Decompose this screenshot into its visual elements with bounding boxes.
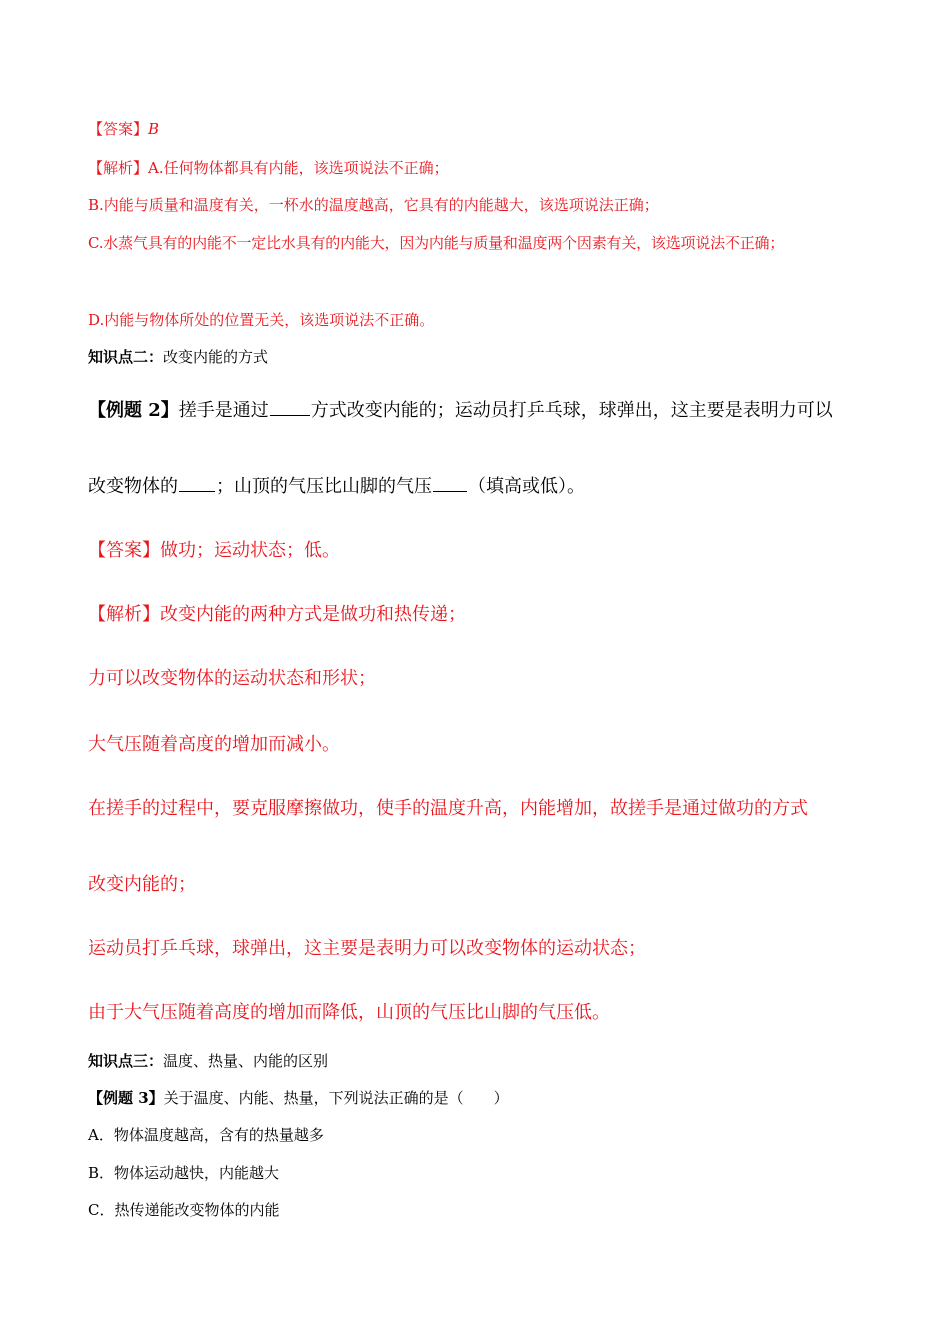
ex2-analysis-5: 改变内能的； [88,874,196,895]
ex2-q-part5: （填高或低）。 [468,476,585,497]
ex2-q-part2: 方式改变内能的；运动员打乒乓球，球弹出，这主要是表明力可以 [310,400,833,421]
ex1-analysis-label: 【解析】 [88,159,149,177]
ex3-option-b: B．物体运动越快，内能越大 [88,1164,280,1182]
ex3-label: 【例题 3】 [88,1089,164,1107]
ex2-blank-3[interactable] [433,490,467,492]
ex2-answer-text: 做功；运动状态；低。 [160,540,340,561]
ex2-analysis-7: 由于大气压随着高度的增加而降低，山顶的气压比山脚的气压低。 [88,1002,610,1023]
ex2-q-part1: 搓手是通过 [178,400,269,421]
ex2-analysis-6: 运动员打乒乓球，球弹出，这主要是表明力可以改变物体的运动状态； [88,938,646,959]
ex3-option-c: C．热传递能改变物体的内能 [88,1201,280,1219]
ex1-answer-label: 【答案】 [88,120,149,138]
ex1-answer [88,118,159,139]
ex1-analysis-c: C.水蒸气具有的内能不一定比水具有的内能大，因为内能与质量和温度两个因素有关，该选项说法不正确； [88,234,785,252]
ex2-analysis-3: 大气压随着高度的增加而减小。 [88,734,340,755]
kp3-label: 知识点三： [88,1052,164,1070]
ex2-blank-2[interactable] [179,490,215,492]
kp2-title: 改变内能的方式 [163,348,269,366]
ex1-analysis-d: D.内能与物体所处的位置无关，该选项说法不正确。 [88,311,435,329]
ex2-answer-label: 【答案】 [88,540,160,561]
kp2-label: 知识点二： [88,348,164,366]
ex1-answer-value: B [148,120,160,138]
ex2-analysis-label: 【解析】 [88,604,160,625]
ex2-blank-1[interactable] [270,414,310,416]
ex2-analysis-1 [88,600,466,626]
ex1-analysis-b: B.内能与质量和温度有关，一杯水的温度越高，它具有的内能越大，该选项说法正确； [88,196,659,214]
ex2-question-line1 [88,396,833,422]
ex2-analysis-1-text: 改变内能的两种方式是做功和热传递； [160,604,466,625]
ex2-question-line2 [88,472,585,498]
ex2-label: 【例题 2】 [88,400,179,421]
ex2-q-part4: ；山顶的气压比山脚的气压 [216,476,432,497]
ex2-analysis-2: 力可以改变物体的运动状态和形状； [88,668,376,689]
knowledge-point-3 [88,1050,328,1071]
ex1-analysis-a [88,157,449,178]
ex3-option-a: A．物体温度越高，含有的热量越多 [88,1126,324,1144]
knowledge-point-2 [88,346,268,367]
ex3-question [88,1087,509,1108]
ex1-analysis-a-text: A.任何物体都具有内能，该选项说法不正确； [148,159,449,177]
ex3-question-text: 关于温度、内能、热量，下列说法正确的是（ ） [163,1089,509,1107]
kp3-title: 温度、热量、内能的区别 [163,1052,329,1070]
ex2-analysis-4: 在搓手的过程中，要克服摩擦做功，使手的温度升高，内能增加，故搓手是通过做功的方式 [88,798,808,819]
ex2-answer [88,536,340,562]
ex2-q-part3: 改变物体的 [88,476,178,497]
